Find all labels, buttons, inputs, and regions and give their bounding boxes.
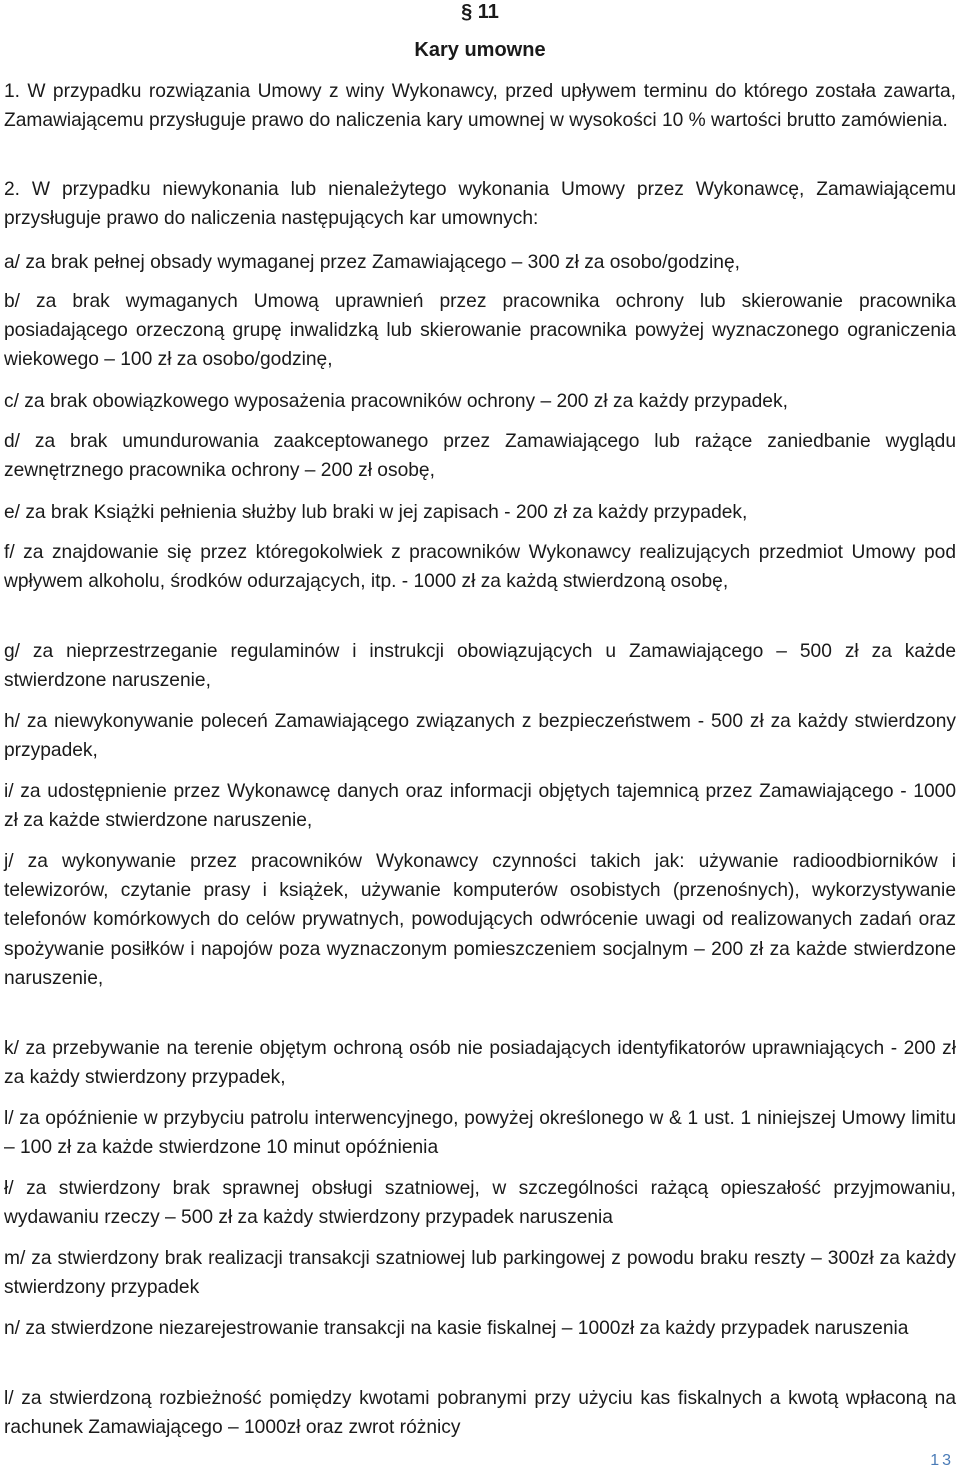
list-item-l-stroke: ł/ za stwierdzony brak sprawnej obsługi szatniowej, w szczególności rażącą opieszałość przyjmowaniu, wydawaniu rzeczy – 500 zł za każdy stwierdzony przypadek naruszenia — [4, 1178, 956, 1229]
list-item-k: k/ za przebywanie na terenie objętym ochroną osób nie posiadających identyfikatorów uprawniających - 200 zł za każdy stwierdzony przypadek, — [4, 1038, 956, 1089]
list-item-l-second: l/ za stwierdzoną rozbieżność pomiędzy kwotami pobranymi przy użyciu kas fiskalnych a kwotą wpłaconą na rachunek Zamawiającego – 1000zł oraz zwrot różnicy — [4, 1388, 956, 1439]
paragraph-2: 2. W przypadku niewykonania lub nienależytego wykonania Umowy przez Wykonawcę, Zamawiającemu przysługuje prawo do naliczenia następujących kar umownych: — [4, 179, 956, 230]
section-title: Kary umowne — [414, 39, 546, 61]
page-number: 13 — [930, 1452, 954, 1469]
section-sign: § 11 — [461, 1, 499, 23]
list-item-c: c/ za brak obowiązkowego wyposażenia pracowników ochrony – 200 zł za każdy przypadek, — [4, 391, 788, 412]
list-item-e: e/ za brak Książki pełnienia służby lub braki w jej zapisach - 200 zł za każdy przypadek, — [4, 502, 748, 523]
list-item-l: l/ za opóźnienie w przybyciu patrolu interwencyjnego, powyżej określonego w & 1 ust. 1 niniejszej Umowy limitu – 100 zł za każde stwierdzone 10 minut opóźnienia — [4, 1108, 956, 1159]
list-item-h: h/ za niewykonywanie poleceń Zamawiającego związanych z bezpieczeństwem - 500 zł za każdy stwierdzony przypadek, — [4, 711, 956, 762]
paragraph-1: 1. W przypadku rozwiązania Umowy z winy Wykonawcy, przed upływem terminu do którego została zawarta, Zamawiającemu przysługuje prawo do naliczenia kary umownej w wysokości 10 % wartości brutto zamówienia. — [4, 81, 956, 132]
list-item-f: f/ za znajdowanie się przez któregokolwiek z pracowników Wykonawcy realizujących przedmiot Umowy pod wpływem alkoholu, środków odurzających, itp. - 1000 zł za każdą stwierdzoną osobę, — [4, 542, 956, 593]
list-item-n: n/ za stwierdzone niezarejestrowanie transakcji na kasie fiskalnej – 1000zł za każdy przypadek naruszenia — [4, 1318, 909, 1339]
list-item-a: a/ za brak pełnej obsady wymaganej przez Zamawiającego – 300 zł za osobo/godzinę, — [4, 252, 740, 273]
list-item-j: j/ za wykonywanie przez pracowników Wykonawcy czynności takich jak: używanie radioodbiorników i telewizorów, czytanie prasy i książek, używanie komputerów osobistych (przenośnych), wykorzystywanie telefonów komórkowych do celów prywatnych, powodujących odwrócenie uwagi od realizowanych zadań oraz spożywanie posiłków i napojów poza wyznaczonym pomieszczeniem socjalnym – 200 zł za każde stwierdzone naruszenie, — [4, 851, 956, 989]
list-item-m: m/ za stwierdzony brak realizacji transakcji szatniowej lub parkingowej z powodu braku reszty – 300zł za każdy stwierdzony przypadek — [4, 1248, 956, 1299]
list-item-g: g/ za nieprzestrzeganie regulaminów i instrukcji obowiązujących u Zamawiającego – 500 zł za każde stwierdzone naruszenie, — [4, 641, 956, 692]
list-item-i: i/ za udostępnienie przez Wykonawcę danych oraz informacji objętych tajemnicą przez Zamawiającego - 1000 zł za każde stwierdzone naruszenie, — [4, 781, 956, 832]
list-item-b: b/ za brak wymaganych Umową uprawnień przez pracownika ochrony lub skierowanie pracownika posiadającego orzeczoną grupę inwalidzką lub skierowanie pracownika powyżej wyznaczonego ograniczenia wiekowego – 100 zł za osobo/godzinę, — [4, 291, 956, 371]
list-item-d: d/ za brak umundurowania zaakceptowanego przez Zamawiającego lub rażące zaniedbanie wyglądu zewnętrznego pracownika ochrony – 200 zł osobę, — [4, 431, 956, 482]
